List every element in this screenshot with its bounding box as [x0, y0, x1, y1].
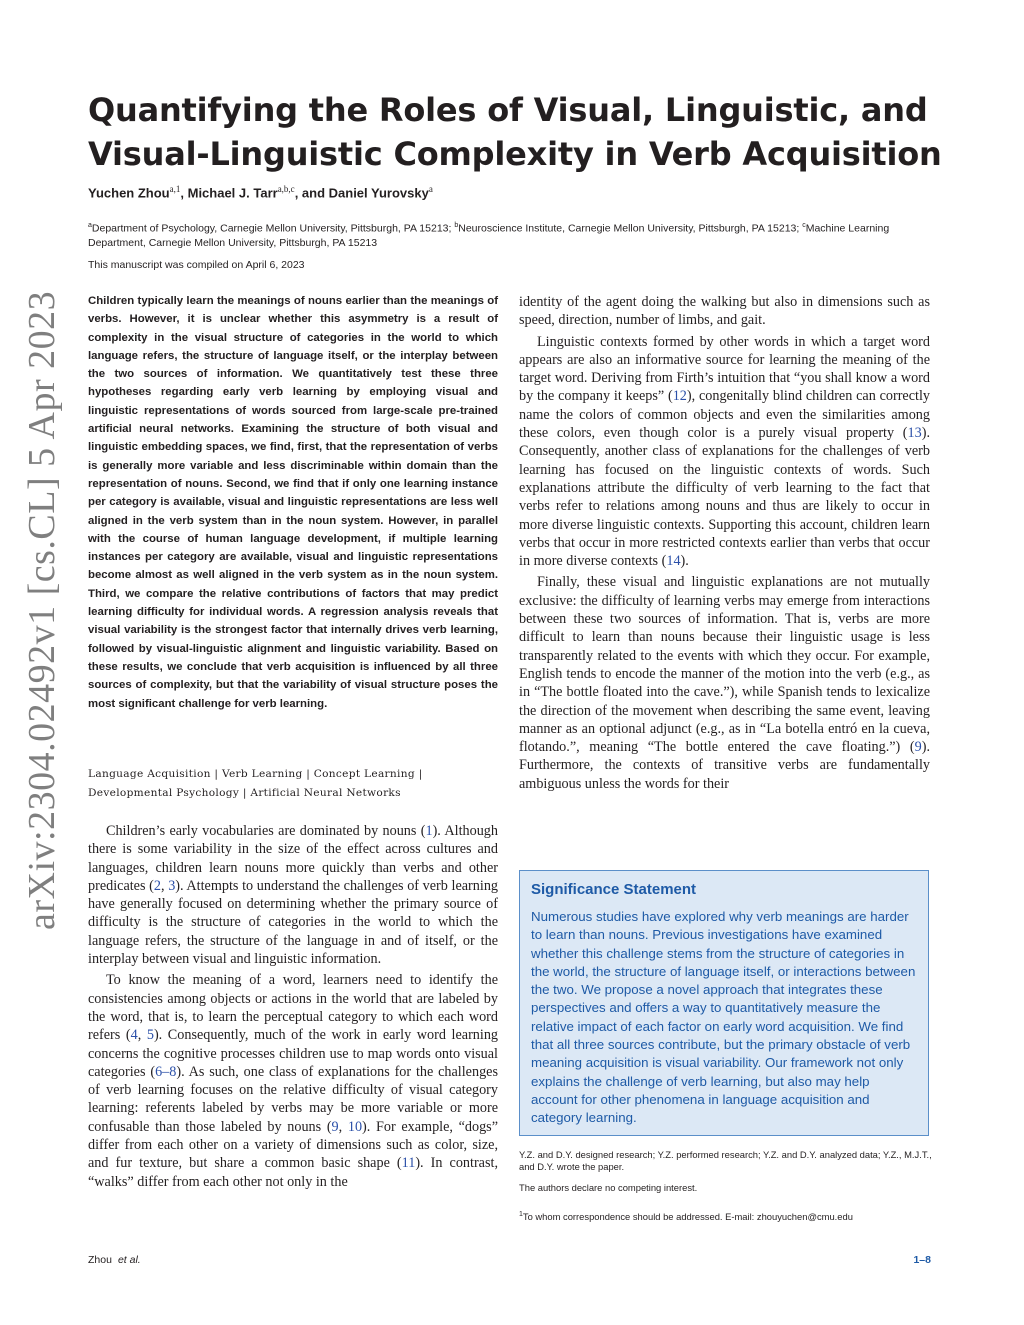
- body-text: ). Consequently, another class of explanations for the challenges of verb learning has focused on the linguistic contexts of words. Such explanations attribute the difficulty of verb learning to the fact that verbs refer to relations among nouns and thus are likely to occur in more diverse linguistic contexts. Supporting this account, children learn verbs that occur in more restricted contexts earlier than verbs that occur in more diverse contexts (: [519, 425, 930, 570]
- citation-link[interactable]: 13: [907, 425, 922, 442]
- significance-title: Significance Statement: [531, 881, 697, 898]
- affiliations: [88, 219, 934, 250]
- body-text: ). Furthermore, the contexts of transitive verbs are fundamentally ambiguous unless the words for their: [519, 739, 930, 792]
- keywords: Language Acquisition | Verb Learning | Concept Learning | Developmental Psychology | Artificial Neural Networks: [88, 768, 423, 799]
- body-text: To know the meaning of a word, learners need to identify the consistencies among objects or actions in the world that are labeled by the word, that is, to learn the perceptual category to which each word refers (: [88, 972, 498, 1044]
- body-text: Linguistic contexts formed by other words in which a target word appears are also an informative source for learning the meaning of the target word. Deriving from Firth’s intuition that “you shall know a word by the company it keeps” (: [519, 333, 930, 405]
- citation-link[interactable]: 6–8: [155, 1063, 177, 1080]
- body-text: ). In contrast, “walks” differ from each other not only in the: [88, 1155, 498, 1190]
- footer-author: [88, 1254, 141, 1266]
- citation-link[interactable]: 9: [331, 1118, 339, 1135]
- author-list: [88, 184, 433, 200]
- citation-link[interactable]: 4: [130, 1027, 138, 1044]
- left-column-body: [88, 822, 498, 1191]
- citation-link[interactable]: 2: [153, 877, 161, 894]
- body-paragraph: [519, 573, 930, 793]
- body-text: ). As such, one class of explanations for the challenges of verb learning focuses on the relative difficulty of visual category learning: referents labeled by verbs may be more variable or more confusable than those labeled by nouns (: [88, 1063, 498, 1135]
- citation-link[interactable]: 1: [425, 823, 433, 839]
- body-text: ). For example, “dogs” differ from each other on a variety of dimensions such as color, size, and fur texture, but share a common basic shape (: [88, 1118, 498, 1172]
- body-text: identity of the agent doing the walking but also in dimensions such as speed, direction, number of limbs, and gait.: [519, 294, 930, 329]
- author-affiliation-mark: a,b,c: [277, 184, 295, 194]
- body-text: ), congenitally blind children can correctly name the colors of common objects and even the similarities among these colors, even though color is a purely visual property (: [519, 388, 930, 442]
- body-text: ). Attempts to understand the challenges of verb learning have generally focused on determining whether the primary source of difficulty is the structure of categories in the world to which the language refers, the structure of the language in and of itself, or the interplay between visual and linguistic information.: [88, 877, 499, 968]
- paper-title: Quantifying the Roles of Visual, Linguistic, and Visual-Linguistic Complexity in Verb Acquisition: [88, 91, 942, 173]
- footnote-mark: 1: [519, 1211, 523, 1218]
- author-contributions: Y.Z. and D.Y. designed research; Y.Z. performed research; Y.Z. and D.Y. analyzed data; Y.Z., M.J.T., and D.Y. wrote the paper.: [519, 1149, 932, 1172]
- citation-link[interactable]: 3: [168, 877, 176, 894]
- body-text: ). Consequently, much of the work in early word learning concerns the cognitive processes children use to map words onto visual categories (: [88, 1027, 499, 1080]
- body-text: ,: [160, 877, 169, 894]
- author-affiliation-mark: a: [428, 184, 433, 194]
- affiliation-text: Machine Learning Department, Carnegie Mellon University, Pittsburgh, PA 15213: [88, 222, 890, 249]
- body-text: ,: [338, 1118, 348, 1135]
- author-name: Michael J. Tarr: [187, 185, 278, 201]
- body-paragraph: [88, 822, 498, 968]
- affiliation-mark: b: [454, 222, 459, 229]
- compiled-note: This manuscript was compiled on April 6, 2023: [88, 259, 305, 271]
- citation-link[interactable]: 11: [401, 1155, 416, 1172]
- page-range: 1–8: [913, 1254, 931, 1266]
- citation-link[interactable]: 5: [146, 1027, 154, 1044]
- body-text: Children’s early vocabularies are dominated by nouns (: [106, 823, 426, 839]
- correspondence-note: [519, 1211, 853, 1222]
- significance-statement-box: [519, 870, 929, 1136]
- body-text: Finally, these visual and linguistic explanations are not mutually exclusive: the difficulty of learning verbs may emerge from interactions between these two sources of information. That is, verbs are more difficult to learn than nouns because their linguistic usage is less transparently related to the events with which they occur. For example, English tends to encode the manner of the motion into the verb (e.g., as in “The bottle floated into the cave.”), while Spanish tends to lexicalize the direction of the movement when describing the same event, leaving manner as an optional adjunct (e.g., as in “La botella entró en la cueva, flotando.”, meaning “The bottle entered the cave floating.”) (: [519, 574, 930, 756]
- body-text: ).: [680, 553, 689, 570]
- author-name: Daniel Yurovsky: [328, 185, 429, 201]
- correspondence-text: To whom correspondence should be addressed. E-mail: zhouyuchen@cmu.edu: [522, 1211, 853, 1223]
- citation-link[interactable]: 9: [914, 739, 922, 756]
- footer-author-name: Zhou: [88, 1254, 112, 1266]
- significance-text: Numerous studies have explored why verb meanings are harder to learn than nouns. Previous investigations have examined whether this challenge stems from the structure of categories in the world, the structure of language itself, or interactions between the two. We propose a novel approach that integrates these perspectives and offers a way to quantitatively measure the relative impact of each factor on early word acquisition. We find that all three sources contribute, but the primary obstacle of verb meaning acquisition is visual variability. Our framework not only explains the challenge of verb learning, but also may help account for other phenomena in language acquisition and category learning.: [531, 909, 916, 1126]
- body-text: ). Although there is some variability in the size of the effect across cultures and languages, children learn nouns more quickly than verbs and other predicates (: [88, 823, 498, 894]
- citation-link[interactable]: 14: [666, 553, 681, 570]
- body-paragraph: [88, 971, 498, 1191]
- body-paragraph: [519, 293, 930, 330]
- citation-link[interactable]: 10: [347, 1118, 363, 1135]
- author-affiliation-mark: a,1: [169, 184, 181, 194]
- body-text: ,: [137, 1027, 147, 1044]
- arxiv-stamp: arXiv:2304.02492v1 [cs.CL] 5 Apr 2023: [21, 290, 63, 930]
- affiliation-text: Neuroscience Institute, Carnegie Mellon University, Pittsburgh, PA 15213;: [458, 222, 803, 235]
- author-separator: , and: [294, 185, 329, 201]
- citation-link[interactable]: 12: [672, 388, 687, 405]
- right-column-body: [519, 293, 930, 793]
- affiliation-mark: a: [88, 222, 92, 229]
- author-separator: ,: [180, 185, 188, 201]
- competing-interest: The authors declare no competing interest.: [519, 1182, 698, 1193]
- body-paragraph: [519, 333, 930, 571]
- author-name: Yuchen Zhou: [88, 185, 170, 201]
- footer-etal: et al.: [117, 1254, 141, 1266]
- abstract: Children typically learn the meanings of nouns earlier than the meanings of verbs. However, it is unclear whether this asymmetry is a result of complexity in the visual structure of categories in the world to which language refers, the structure of language itself, or the interplay between the two sources of information. We quantitatively test these three hypotheses regarding early verb learning by employing visual and linguistic representations of words sourced from large-scale pre-trained artificial neural networks. Examining the structure of both visual and linguistic embedding spaces, we find, first, that the representation of verbs is generally more variable and less discriminable within domain than the representation of nouns. Second, we find that if only one learning instance per category is available, visual and linguistic representations are less well aligned in the verb system than in the noun system. However, in parallel with the course of human language development, if multiple learning instances per category are available, visual and linguistic representations become almost as well aligned in the verb system as in the noun system. Third, we compare the relative contributions of factors that may predict learning difficulty for individual words. A regression analysis reveals that visual variability is the strongest factor that internally drives verb learning, followed by visual-linguistic alignment and linguistic variability. Based on these results, we conclude that verb acquisition is influenced by all three sources of complexity, but that the variability of visual structure poses the most significant challenge for verb learning.: [88, 295, 498, 710]
- affiliation-mark: c: [802, 222, 806, 229]
- affiliation-text: Department of Psychology, Carnegie Mellon University, Pittsburgh, PA 15213;: [91, 222, 455, 235]
